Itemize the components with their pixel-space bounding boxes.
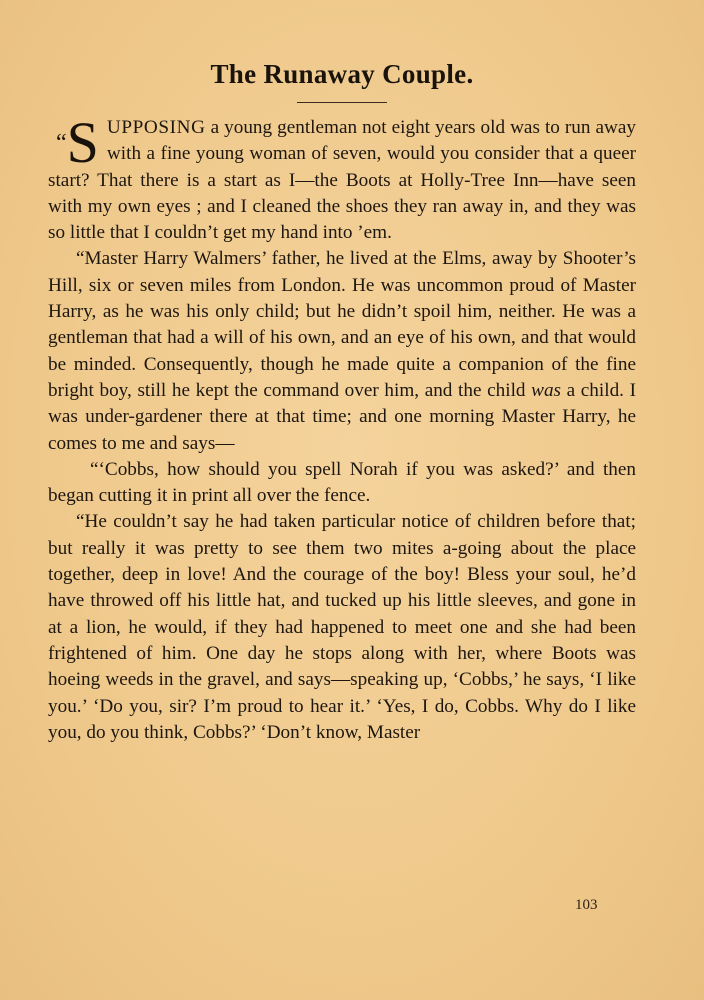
page-body [48, 54, 636, 746]
paragraph-2-text: “Master Harry Walmers’ father, he lived at the Elms, away by Shooter’s Hill, six or seven miles from London. He was uncommon proud of Master Harry, as he was his only child; but he didn’t spoil him, neither. He was a gentleman that had a will of his own, and an eye of his own, and that would be minded. Consequently, though he made quite a companion of the fine bright boy, still he kept the command over him, and the child [48, 248, 636, 401]
paragraph-2-italic: was [531, 379, 561, 401]
paragraph-2 [48, 246, 636, 456]
paragraph-1 [48, 110, 636, 246]
paragraph-1-text: a young gentleman not eight years old was to run away with a fine young woman of seven, would you consider that a queer start? That there is a start as I—the Boots at Holly-Tree Inn—have seen with my own eyes ; and I cleaned the shoes they ran away in, and they was so little that I couldn’t get my hand into ’em. [48, 117, 636, 244]
first-word: UPPOSING [106, 117, 206, 138]
page-number: 103 [575, 897, 598, 913]
paragraph-3: “‘Cobbs, how should you spell Norah if you was asked?’ and then began cutting it in print all over the fence. [48, 458, 636, 507]
paragraph-2-end: a child. I was under-gardener there at that time; and one morning Master Harry, he comes to me and says— [48, 379, 636, 454]
title-rule [297, 102, 387, 103]
opening-quote: “ [56, 130, 67, 156]
drop-cap [56, 110, 99, 175]
paragraph-4: “He couldn’t say he had taken particular notice of children before that; but really it was pretty to see them two mites a-going about the place together, deep in love! And the courage of the boy! Bless your soul, he’d have throwed off his little hat, and tucked up his little sleeves, and gone in at a lion, he would, if they had happened to meet one and she had been frightened of him. One day he stops along with her, where Boots was hoeing weeds in the gravel, and says—speaking up, ‘Cobbs,’ he says, ‘I like you.’ ‘Do you, sir? I’m proud to hear it.’ ‘Yes, I do, Cobbs. Why do I like you, do you think, Cobbs?’ ‘Don’t know, Master [48, 511, 636, 743]
story-text [48, 110, 636, 746]
page-title: The Runaway Couple. [210, 59, 474, 89]
drop-cap-letter: S [66, 110, 99, 175]
